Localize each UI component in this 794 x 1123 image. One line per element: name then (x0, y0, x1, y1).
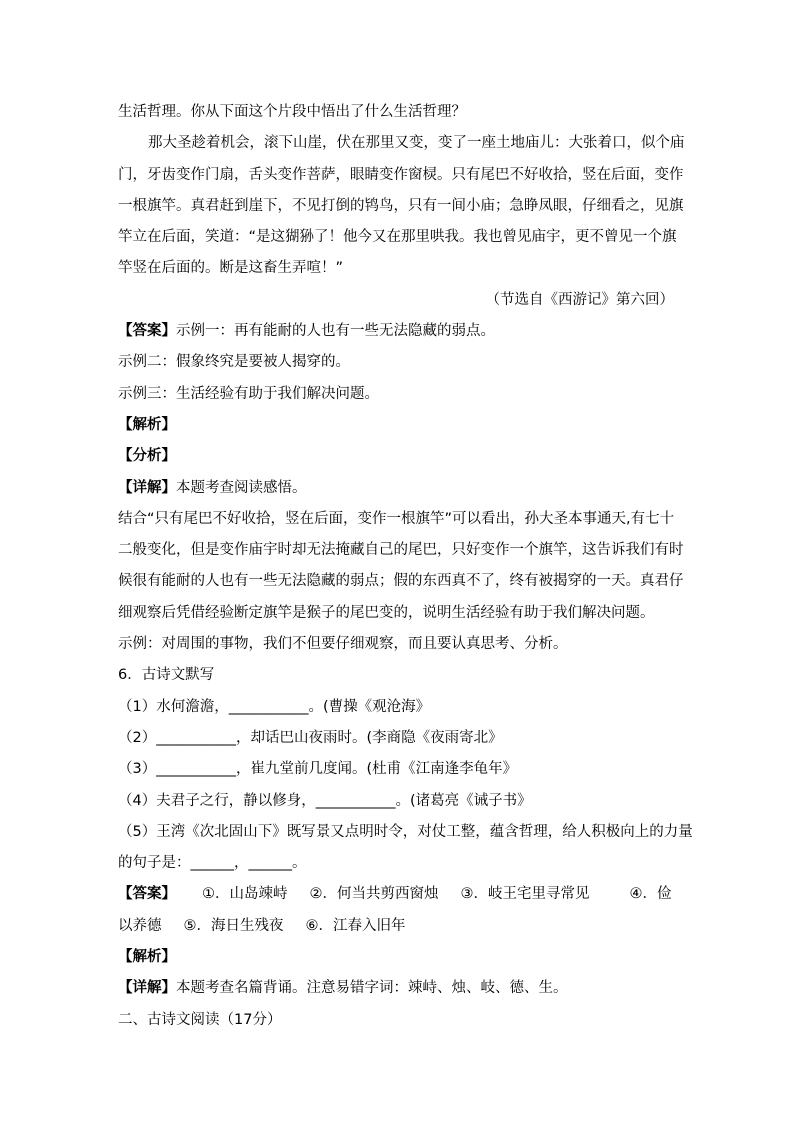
explanation-line: 细观察后凭借经验断定旗竿是猴子的尾巴变的，说明生活经验有助于我们解决问题。 (118, 604, 655, 621)
fenxi-label: 【分析】 (118, 448, 176, 465)
section-heading: 二、古诗文阅读（17分） (118, 1011, 282, 1028)
answer-6-line (118, 879, 674, 910)
passage-line: 一根旗竿。真君赶到崖下，不见打倒的鸨鸟，只有一间小庙；急睁凤眼，仔细看之，见旗 (118, 197, 684, 214)
explanation-line: 二般变化，但是变作庙宇时却无法掩藏自己的尾巴，只好变作一个旗竿，这告诉我们有时 (118, 542, 684, 559)
answer-item: ②．何当共剪西窗烛 (309, 886, 439, 903)
answer-example-3: 示例三：生活经验有助于我们解决问题。 (118, 385, 379, 402)
analysis-label: 【解析】 (118, 949, 176, 966)
passage-line: 竿立在后面，笑道：“是这猢狲了！他今又在那里哄我。我也曾见庙宇，更不曾见一个旗 (118, 229, 677, 246)
question-6-item: （5）王湾《次北固山下》既写景又点明时令，对仗工整，蕴含哲理，给人积极向上的力量 (118, 823, 693, 840)
explanation-line: 示例：对周围的事物，我们不但要仔细观察，而且要认真思考、分析。 (118, 636, 568, 653)
answer-item: ⑤．海日生残夜 (183, 917, 284, 934)
document-page (118, 97, 693, 1036)
detail-label: 【详解】 (118, 479, 176, 496)
passage-line: 门，牙齿变作门扇，舌头变作菩萨，眼睛变作窗棂。只有尾巴不好收拾，竖在后面，变作 (118, 166, 684, 183)
answer-item: ④．俭 (629, 886, 672, 903)
answer-item: ⑥．江春入旧年 (305, 917, 406, 934)
explanation-line: 候很有能耐的人也有一些无法隐藏的弱点；假的东西真不了，终有被揭穿的一天。真君仔 (118, 573, 684, 590)
answer-text: 示例一：再有能耐的人也有一些无法隐藏的弱点。 (176, 323, 495, 340)
passage-line: 那大圣趁着机会，滚下山崖，伏在那里又变，变了一座土地庙儿：大张着口，似个庙 (148, 135, 685, 152)
answer-label: 【答案】 (118, 886, 176, 903)
answer-label: 【答案】 (118, 323, 176, 340)
detail-label: 【详解】 (118, 980, 176, 997)
answer-6-line (118, 911, 674, 942)
question-6-title: 6．古诗文默写 (118, 667, 215, 684)
detail-text: 本题考查阅读感悟。 (176, 479, 307, 496)
question-6-item: （4）夫君子之行，静以修身，___________。(诸葛亮《诫子书》 (118, 792, 532, 809)
analysis-label: 【解析】 (118, 416, 176, 433)
detail-text: 本题考查名篇背诵。注意易错字词：竦峙、烛、岐、德、生。 (176, 980, 568, 997)
answer-item: ①．山岛竦峙 (202, 886, 288, 903)
answer-item: ③．岐王宅里寻常见 (460, 886, 590, 903)
question-intro: 生活哲理。你从下面这个片段中悟出了什么生活哲理？ (118, 104, 466, 120)
detail-line (118, 973, 674, 1004)
passage-line: 竿竖在后面的。断是这畜生弄喧！” (118, 260, 344, 277)
detail-line (118, 473, 674, 504)
answer-example-2: 示例二：假象终究是要被人揭穿的。 (118, 354, 350, 371)
question-6-item: （2）___________，却话巴山夜雨时。(李商隐《夜雨寄北》 (118, 729, 503, 746)
answer-item: 以养德 (118, 917, 162, 934)
explanation-line: 结合“只有尾巴不好收拾，竖在后面，变作一根旗竿”可以看出，孙大圣本事通天,有七十 (118, 510, 675, 527)
question-6-item: 的句子是：______，______。 (118, 855, 307, 872)
answer-line (118, 316, 674, 347)
passage-source: （节选自《西游记》第六回） (485, 291, 674, 308)
question-6-item: （3）___________，崔九堂前几度闻。(杜甫《江南逢李龟年》 (118, 761, 518, 778)
question-6-item: （1）水何澹澹，___________。(曹操《观沧海》 (118, 698, 431, 715)
